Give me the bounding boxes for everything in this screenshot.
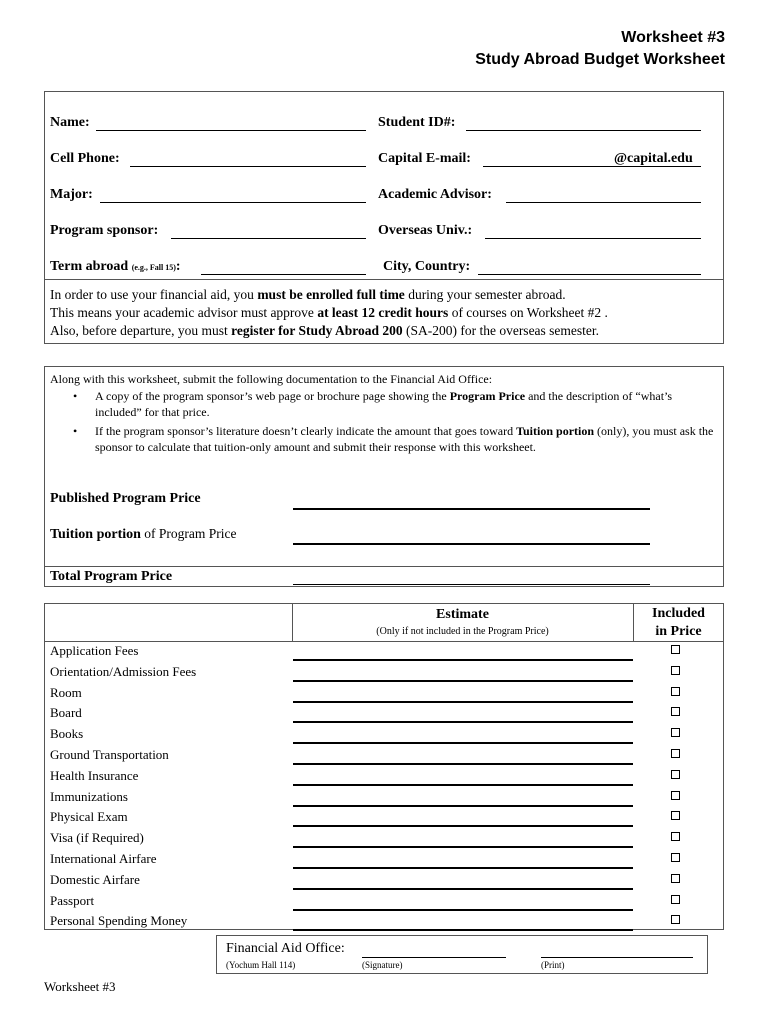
total-price-label: Total Program Price (50, 569, 173, 584)
expense-item-label: International Airfare (50, 851, 157, 866)
published-price-field[interactable] (293, 508, 650, 510)
included-checkbox[interactable] (671, 915, 680, 924)
advisor-label: Academic Advisor: (378, 187, 492, 202)
expense-item-label: Physical Exam (50, 809, 128, 825)
estimate-field[interactable] (293, 701, 633, 703)
office-location: (Yochum Hall 114) (226, 960, 296, 970)
signature-field[interactable] (362, 957, 506, 958)
expense-item-label: Health Insurance (50, 767, 139, 783)
sponsor-field[interactable] (171, 238, 366, 239)
estimate-subheader: (Only if not included in the Program Price) (376, 626, 549, 637)
overseas-univ-label: Overseas Univ.: (378, 223, 473, 238)
expense-item-label: Immunizations (50, 788, 128, 804)
included-checkbox[interactable] (671, 666, 680, 675)
included-checkbox[interactable] (671, 791, 680, 800)
estimate-field[interactable] (293, 888, 633, 890)
bullet: • (73, 389, 78, 403)
included-checkbox[interactable] (671, 811, 680, 820)
estimate-field[interactable] (293, 742, 633, 744)
expense-item-label: Application Fees (50, 643, 139, 658)
included-checkbox[interactable] (671, 749, 680, 758)
major-field[interactable] (100, 202, 366, 203)
name-field[interactable] (96, 130, 366, 131)
student-id-label: Student ID#: (378, 115, 456, 130)
divider (44, 566, 724, 567)
advisor-field[interactable] (506, 202, 701, 203)
term-field[interactable] (201, 274, 366, 275)
cell-phone-label: Cell Phone: (50, 151, 120, 166)
expense-item-label: Domestic Airfare (50, 871, 140, 887)
included-checkbox[interactable] (671, 728, 680, 737)
included-checkbox[interactable] (671, 687, 680, 696)
print-name-field[interactable] (541, 957, 693, 958)
estimate-field[interactable] (293, 784, 633, 786)
bullet: • (73, 424, 78, 438)
estimate-field[interactable] (293, 805, 633, 807)
page-title: Study Abroad Budget Worksheet (475, 51, 725, 68)
city-country-field[interactable] (478, 274, 701, 275)
major-label: Major: (50, 187, 93, 202)
included-checkbox[interactable] (671, 853, 680, 862)
estimate-field[interactable] (293, 680, 633, 682)
expense-item-label: Room (50, 684, 82, 700)
expense-item-label: Visa (if Required) (50, 830, 144, 846)
notice-line-1: In order to use your financial aid, you must be enrolled full time during your semester abroad. (50, 287, 566, 302)
expense-item-label: Ground Transportation (50, 747, 169, 762)
expense-table (44, 603, 724, 930)
documentation-item-1: A copy of the program sponsor’s web page or brochure page showing the Program Price and the description of “what’s included” for that price. (95, 389, 673, 419)
estimate-field[interactable] (293, 867, 633, 869)
student-id-field[interactable] (466, 130, 701, 131)
included-header-1: Included (652, 606, 705, 621)
name-label: Name: (50, 115, 90, 130)
estimate-field[interactable] (293, 929, 633, 931)
table-header-divider (44, 641, 724, 642)
signature-caption: (Signature) (362, 960, 403, 970)
estimate-header: Estimate (436, 607, 489, 622)
estimate-field[interactable] (293, 721, 633, 723)
expense-item-label: Passport (50, 892, 95, 908)
term-label: Term abroad (e.g., Fall 15): (50, 259, 181, 274)
tuition-portion-field[interactable] (293, 543, 650, 545)
expense-item-label: Personal Spending Money (50, 913, 188, 929)
included-checkbox[interactable] (671, 895, 680, 904)
total-price-field[interactable] (293, 584, 650, 585)
expense-item-label: Books (50, 726, 84, 742)
included-checkbox[interactable] (671, 645, 680, 654)
sponsor-label: Program sponsor: (50, 223, 159, 238)
cell-phone-field[interactable] (130, 166, 366, 167)
estimate-field[interactable] (293, 909, 633, 911)
email-domain: @capital.edu (614, 151, 693, 166)
divider (44, 279, 724, 280)
documentation-item-2: If the program sponsor’s literature doesn’t clearly indicate the amount that goes toward Tuition portion (only), you must ask the sponsor to calculate that tuition-only amount and submit their response with this worksheet. (95, 424, 714, 454)
included-header-2: in Price (655, 624, 702, 639)
worksheet-number: Worksheet #3 (621, 29, 725, 46)
footer-label: Worksheet #3 (44, 979, 116, 994)
print-caption: (Print) (541, 960, 565, 970)
estimate-field[interactable] (293, 659, 633, 661)
estimate-field[interactable] (293, 825, 633, 827)
included-checkbox[interactable] (671, 832, 680, 841)
included-checkbox[interactable] (671, 874, 680, 883)
tuition-portion-label: Tuition portion of Program Price (50, 526, 237, 542)
included-checkbox[interactable] (671, 770, 680, 779)
notice-line-2: This means your academic advisor must approve at least 12 credit hours of courses on Worksheet #2 . (50, 305, 608, 320)
published-price-label: Published Program Price (50, 491, 201, 506)
financial-aid-office-label: Financial Aid Office: (226, 941, 345, 956)
city-country-label: City, Country: (383, 259, 471, 274)
documentation-intro: Along with this worksheet, submit the following documentation to the Financial Aid Office: (50, 372, 493, 386)
expense-item-label: Board (50, 705, 82, 721)
email-label: Capital E-mail: (378, 151, 471, 166)
estimate-field[interactable] (293, 846, 633, 848)
estimate-field[interactable] (293, 763, 633, 765)
notice-line-3: Also, before departure, you must register for Study Abroad 200 (SA-200) for the overseas semester. (50, 323, 600, 338)
expense-item-label: Orientation/Admission Fees (50, 663, 197, 679)
included-checkbox[interactable] (671, 707, 680, 716)
overseas-univ-field[interactable] (485, 238, 701, 239)
